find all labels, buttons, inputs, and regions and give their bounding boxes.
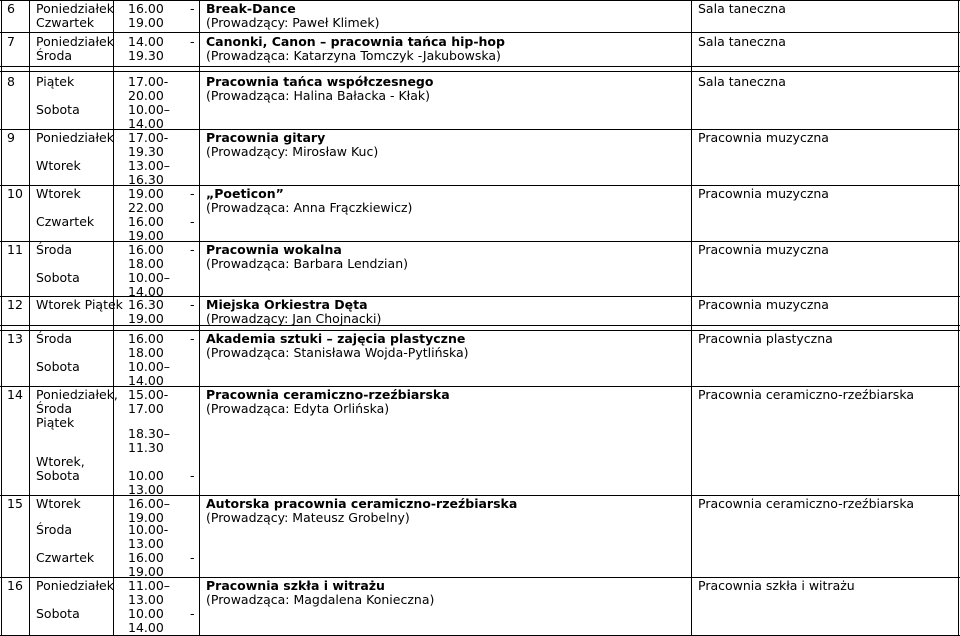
day-label: Sobota [36, 102, 80, 117]
time-label: 14.00 [128, 284, 164, 299]
time-label: 16.00 [128, 1, 164, 16]
activity-leader: (Prowadząca: Stanisława Wojda-Pytlińska) [206, 345, 469, 360]
day-label: Wtorek Piątek [36, 297, 123, 312]
day-label: Piątek [36, 74, 75, 89]
time-label: 10.00 [128, 606, 164, 621]
time-label: 13.00– [128, 158, 171, 173]
day-label: Sobota [36, 359, 80, 374]
time-label: 11.30 [128, 440, 164, 455]
time-label: 14.00 [128, 34, 164, 49]
time-label: 16.00 [128, 214, 164, 229]
day-label: Środa [36, 522, 73, 537]
row-number: 14 [7, 387, 23, 402]
day-label: Poniedziałek [36, 34, 114, 49]
time-label: 18.00 [128, 345, 164, 360]
time-dash: - [190, 331, 195, 346]
time-label: 19.30 [128, 144, 164, 159]
time-label: 13.00 [128, 482, 164, 497]
time-label: 19.00 [128, 510, 164, 525]
time-label: 19.00 [128, 564, 164, 579]
time-label: 18.30– [128, 426, 171, 441]
time-label: 19.00 [128, 186, 164, 201]
time-label: 17.00- [128, 74, 169, 89]
day-label: Wtorek [36, 186, 81, 201]
time-label: 16.30 [128, 297, 164, 312]
day-label: Środa [36, 331, 73, 346]
day-label: Środa [36, 48, 73, 63]
col-border-right [958, 0, 959, 636]
time-label: 15.00- [128, 387, 169, 402]
time-dash: - [190, 550, 195, 565]
time-label: 13.00 [128, 592, 164, 607]
room-label: Pracownia ceramiczno-rzeźbiarska [698, 387, 914, 402]
row-number: 11 [7, 242, 23, 257]
time-dash: - [190, 34, 195, 49]
room-label: Sala taneczna [698, 74, 786, 89]
row-number: 13 [7, 331, 23, 346]
activity-leader: (Prowadząca: Katarzyna Tomczyk -Jakubowska) [206, 48, 501, 63]
room-label: Pracownia muzyczna [698, 242, 829, 257]
time-dash: - [190, 468, 195, 483]
activity-title: Autorska pracownia ceramiczno-rzeźbiarska [206, 496, 518, 511]
room-label: Pracownia ceramiczno-rzeźbiarska [698, 496, 914, 511]
time-label: 10.00– [128, 102, 171, 117]
row-border [0, 71, 960, 72]
activity-title: Pracownia gitary [206, 130, 326, 145]
activity-title: Pracownia wokalna [206, 242, 342, 257]
row-number: 7 [7, 34, 15, 49]
time-label: 19.00 [128, 311, 164, 326]
time-dash: - [190, 214, 195, 229]
time-label: 18.00 [128, 256, 164, 271]
day-label: Poniedziałek [36, 578, 114, 593]
time-label: 14.00 [128, 373, 164, 388]
row-border [0, 32, 960, 33]
time-label: 19.30 [128, 48, 164, 63]
time-label: 17.00 [128, 401, 164, 416]
room-label: Pracownia muzyczna [698, 186, 829, 201]
room-label: Pracownia muzyczna [698, 297, 829, 312]
day-label: Sobota [36, 468, 80, 483]
activity-title: Canonki, Canon – pracownia tańca hip-hop [206, 34, 505, 49]
activity-leader: (Prowadząca: Edyta Orlińska) [206, 401, 390, 416]
activity-title: „Poeticon” [206, 186, 284, 201]
time-dash: - [190, 242, 195, 257]
col-border-left [1, 0, 2, 636]
row-number: 8 [7, 74, 15, 89]
activity-title: Pracownia szkła i witrażu [206, 578, 385, 593]
day-label: Piątek [36, 415, 75, 430]
time-dash: - [190, 606, 195, 621]
time-label: 16.00 [128, 331, 164, 346]
day-label: Poniedziałek [36, 130, 114, 145]
row-number: 10 [7, 186, 23, 201]
room-label: Pracownia plastyczna [698, 331, 833, 346]
time-label: 14.00 [128, 620, 164, 635]
time-label: 10.00– [128, 359, 171, 374]
day-label: Wtorek, [36, 454, 85, 469]
day-label: Wtorek [36, 158, 81, 173]
day-label: Czwartek [36, 214, 95, 229]
time-label: 11.00– [128, 578, 171, 593]
day-label: Środa [36, 242, 73, 257]
row-number: 9 [7, 130, 15, 145]
time-label: 16.00 [128, 550, 164, 565]
activity-title: Miejska Orkiestra Dęta [206, 297, 368, 312]
room-label: Pracownia szkła i witrażu [698, 578, 855, 593]
time-label: 16.00– [128, 496, 171, 511]
time-dash: - [190, 186, 195, 201]
room-label: Pracownia muzyczna [698, 130, 829, 145]
time-label: 10.00 [128, 468, 164, 483]
time-label: 16.30 [128, 172, 164, 187]
row-number: 15 [7, 496, 23, 511]
row-number: 6 [7, 1, 15, 16]
day-label: Poniedziałek [36, 1, 114, 16]
activity-leader: (Prowadzący: Mirosław Kuc) [206, 144, 379, 159]
col-border-activity [691, 0, 692, 636]
time-label: 10.00- [128, 522, 169, 537]
time-label: 17.00- [128, 130, 169, 145]
room-label: Sala taneczna [698, 1, 786, 16]
activity-title: Pracownia tańca współczesnego [206, 74, 434, 89]
row-number: 12 [7, 297, 23, 312]
day-label: Poniedziałek, [36, 387, 118, 402]
time-label: 14.00 [128, 116, 164, 131]
time-label: 19.00 [128, 15, 164, 30]
activity-leader: (Prowadząca: Barbara Lendzian) [206, 256, 408, 271]
day-label: Czwartek [36, 550, 95, 565]
col-border-day [113, 0, 114, 636]
time-label: 10.00– [128, 270, 171, 285]
row-number: 16 [7, 578, 23, 593]
time-label: 13.00 [128, 536, 164, 551]
day-label: Środa [36, 401, 73, 416]
day-label: Wtorek [36, 496, 81, 511]
activity-leader: (Prowadząca: Anna Frączkiewicz) [206, 200, 413, 215]
day-label: Sobota [36, 606, 80, 621]
time-dash: - [190, 297, 195, 312]
activity-leader: (Prowadząca: Magdalena Konieczna) [206, 592, 435, 607]
activity-leader: (Prowadząca: Halina Bałacka - Kłak) [206, 88, 431, 103]
activity-title: Break-Dance [206, 1, 296, 16]
activity-leader: (Prowadzący: Mateusz Grobelny) [206, 510, 410, 525]
activity-leader: (Prowadzący: Jan Chojnacki) [206, 311, 382, 326]
activity-leader: (Prowadzący: Paweł Klimek) [206, 15, 380, 30]
row-border [0, 66, 960, 67]
day-label: Czwartek [36, 15, 95, 30]
time-label: 22.00 [128, 200, 164, 215]
activity-title: Pracownia ceramiczno-rzeźbiarska [206, 387, 450, 402]
time-label: 19.00 [128, 228, 164, 243]
day-label: Sobota [36, 270, 80, 285]
activity-title: Akademia sztuki – zajęcia plastyczne [206, 331, 466, 346]
time-label: 20.00 [128, 88, 164, 103]
col-border-num [29, 0, 30, 636]
time-label: 16.00 [128, 242, 164, 257]
time-dash: - [190, 1, 195, 16]
room-label: Sala taneczna [698, 34, 786, 49]
col-border-time [199, 0, 200, 636]
